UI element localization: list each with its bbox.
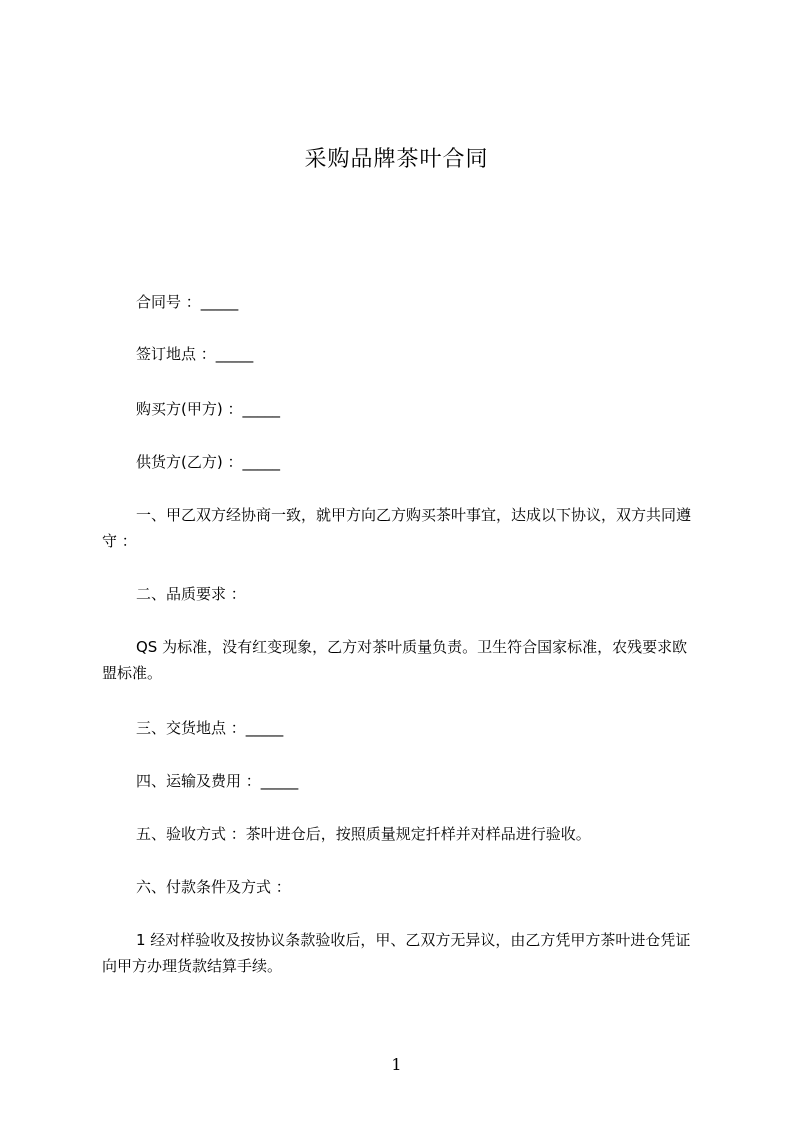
buyer-field: 购买方(甲方) ：_____ [136, 400, 280, 418]
clause-4: 四、运输及费用 ：_____ [136, 772, 299, 790]
clause-3: 三、交货地点 ：_____ [136, 719, 284, 737]
signing-place-field: 签订地点 ：_____ [136, 345, 254, 363]
page-number: 1 [391, 1055, 402, 1074]
contract-number-field: 合同号 ：_____ [136, 293, 239, 311]
clause-2-body: QS 为标准，没有红变现象，乙方对茶叶质量负责。卫生符合国家标准，农残要求欧盟标准。 [102, 638, 688, 682]
document-title: 采购品牌茶叶合同 [304, 147, 489, 172]
supplier-field: 供货方(乙方) ：_____ [136, 453, 280, 471]
clause-1: 一、甲乙双方经协商一致，就甲方向乙方购买茶叶事宜，达成以下协议，双方共同遵守 ： [102, 506, 692, 550]
clause-2-heading: 二、品质要求 ： [136, 585, 246, 603]
clause-6-heading: 六、付款条件及方式 ： [136, 878, 291, 896]
clause-6-item-1: 1 经对样验收及按协议条款验收后，甲、乙双方无异议，由乙方凭甲方茶叶进仓凭证向甲方办理货款结算手续。 [102, 931, 691, 975]
clause-5: 五、验收方式 ：茶叶进仓后，按照质量规定扦样并对样品进行验收。 [136, 825, 591, 843]
